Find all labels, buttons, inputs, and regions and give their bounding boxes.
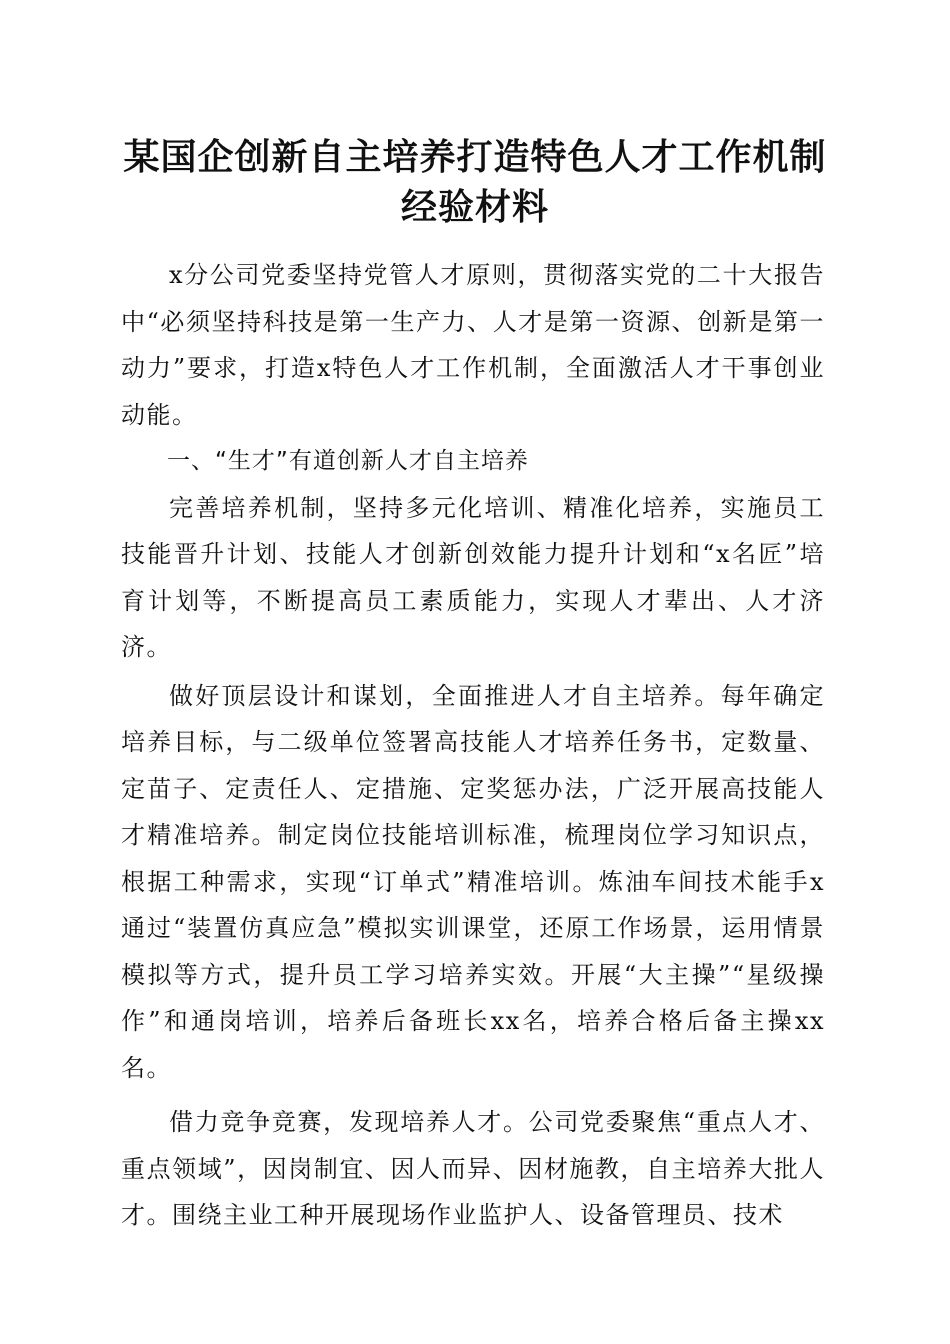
section-heading-1: 一、“生才”有道创新人才自主培养	[167, 448, 529, 474]
intro-paragraph: x分公司党委坚持党管人才原则，贯彻落实党的二十大报告中“必须坚持科技是第一生产力、人才是第一资源、创新是第一动力”要求，打造x特色人才工作机制，全面激活人才干事创业动能。	[121, 261, 825, 429]
document-title: 某国企创新自主培养打造特色人才工作机制经验材料	[123, 136, 827, 228]
body-paragraph: 借力竞争竞赛，发现培养人才。公司党委聚焦“重点人才、重点领域”，因岗制宜、因人而异、因材施教，自主培养大批人才。围绕主业工种开展现场作业监护人、设备管理员、技术	[121, 1108, 825, 1229]
body-paragraph: 做好顶层设计和谋划，全面推进人才自主培养。每年确定培养目标，与二级单位签署高技能人才培养任务书，定数量、定苗子、定责任人、定措施、定奖惩办法，广泛开展高技能人才精准培养。制定岗位技能培训标准，梳理岗位学习知识点，根据工种需求，实现“订单式”精准培训。炼油车间技术能手x通过“装置仿真应急”模拟实训课堂，还原工作场景，运用情景模拟等方式，提升员工学习培养实效。开展“大主操”“星级操作”和通岗培训，培养后备班长xx名，培养合格后备主操xx名。	[121, 681, 825, 1082]
body-paragraph: 完善培养机制，坚持多元化培训、精准化培养，实施员工技能晋升计划、技能人才创新创效能力提升计划和“x名匠”培育计划等，不断提高员工素质能力，实现人才辈出、人才济济。	[121, 493, 825, 661]
document-body	[121, 252, 825, 1239]
